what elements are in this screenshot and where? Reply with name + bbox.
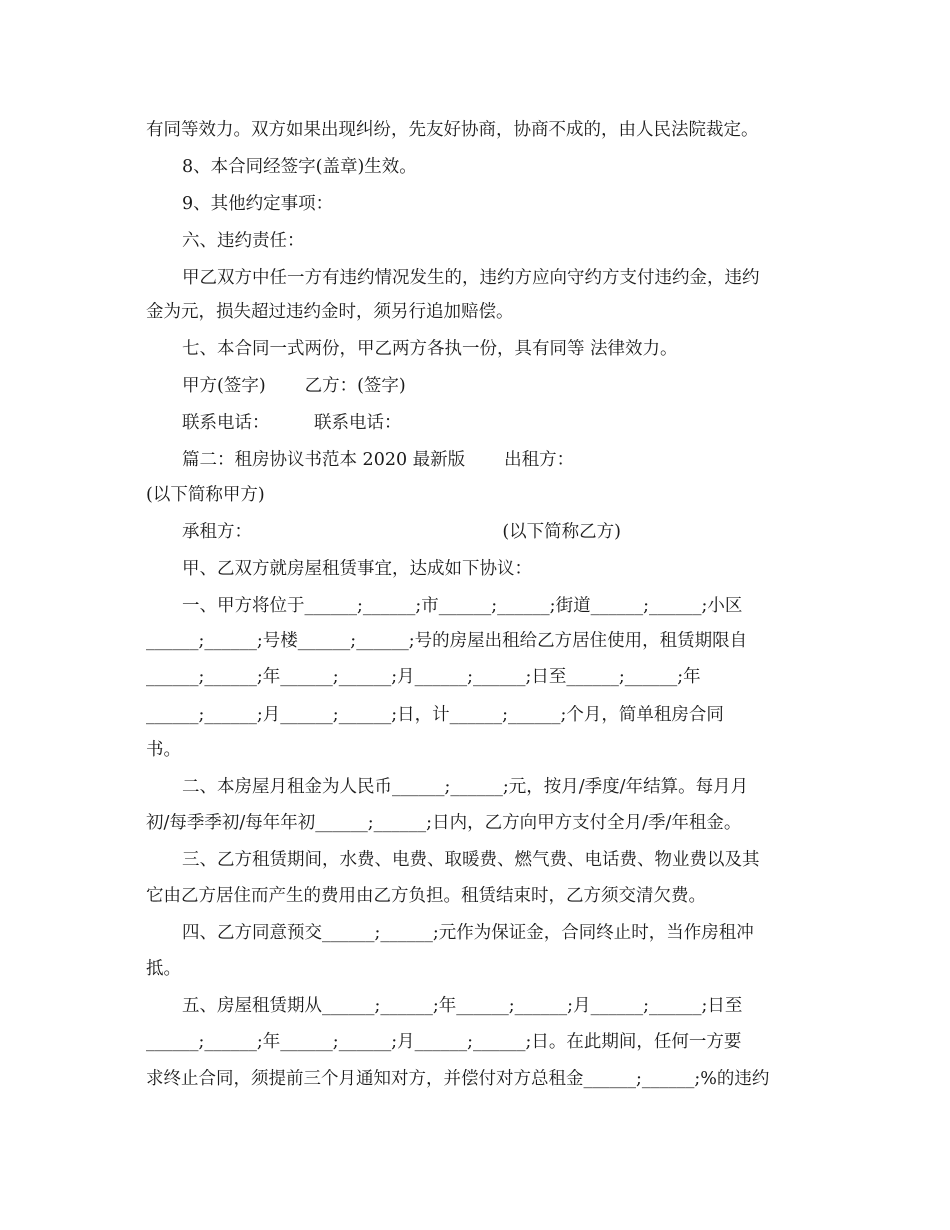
section-heading: 六、违约责任：	[182, 231, 305, 251]
text-line: ______;______;月______;______;日，计______;______;个月，简单租房合同	[146, 705, 724, 725]
text-line: 二、本房屋月租金为人民币______;______;元，按月/季度/年结算。每月月	[182, 777, 749, 797]
text-line: 它由乙方居住而产生的费用由乙方负担。租赁结束时，乙方须交清欠费。	[146, 886, 706, 906]
text-line: ______;______;号楼______;______;号的房屋出租给乙方居住使用，租赁期限自	[146, 631, 748, 651]
text-line: 抵。	[146, 959, 181, 979]
text-line: 承租方： (以下简称乙方)	[182, 522, 621, 542]
signature-line: 甲方(签字) 乙方：(签字)	[182, 376, 406, 396]
text-line: ______;______;年______;______;月______;______;日至______;______;年	[146, 667, 701, 687]
text-line: 书。	[146, 740, 181, 760]
text-line: ______;______;年______;______;月______;______;日。在此期间，任何一方要	[146, 1032, 742, 1052]
text-line: (以下简称甲方)	[146, 485, 265, 505]
text-line: 甲乙双方中任一方有违约情况发生的，违约方应向守约方支付违约金，违约	[182, 268, 760, 288]
text-line: 甲、乙双方就房屋租赁事宜，达成如下协议：	[182, 559, 532, 579]
text-line: 七、本合同一式两份，甲乙两方各执一份，具有同等 法律效力。	[182, 339, 678, 359]
contact-line: 联系电话： 联系电话：	[182, 413, 402, 433]
text-line: 9、其他约定事项：	[182, 194, 334, 214]
text-line: 金为元，损失超过违约金时，须另行追加赔偿。	[146, 302, 514, 322]
text-line: 一、甲方将位于______;______;市______;______;街道______;______;小区	[182, 596, 743, 616]
text-line: 初/每季季初/每年年初______;______;日内，乙方向甲方支付全月/季/年租金。	[146, 813, 742, 833]
text-line: 求终止合同，须提前三个月通知对方，并偿付对方总租金______;______;%的违约	[146, 1069, 770, 1089]
text-line: 四、乙方同意预交______;______;元作为保证金，合同终止时，当作房租冲	[182, 923, 754, 943]
text-line: 五、房屋租赁期从______;______;年______;______;月______;______;日至	[182, 996, 743, 1016]
text-line: 三、乙方租赁期间，水费、电费、取暖费、燃气费、电话费、物业费以及其	[182, 850, 760, 870]
text-line: 有同等效力。双方如果出现纠纷，先友好协商，协商不成的，由人民法院裁定。	[146, 120, 759, 140]
section-heading: 篇二：租房协议书范本 2020 最新版 出租方：	[182, 450, 575, 470]
text-line: 8、本合同经签字(盖章)生效。	[182, 157, 417, 177]
